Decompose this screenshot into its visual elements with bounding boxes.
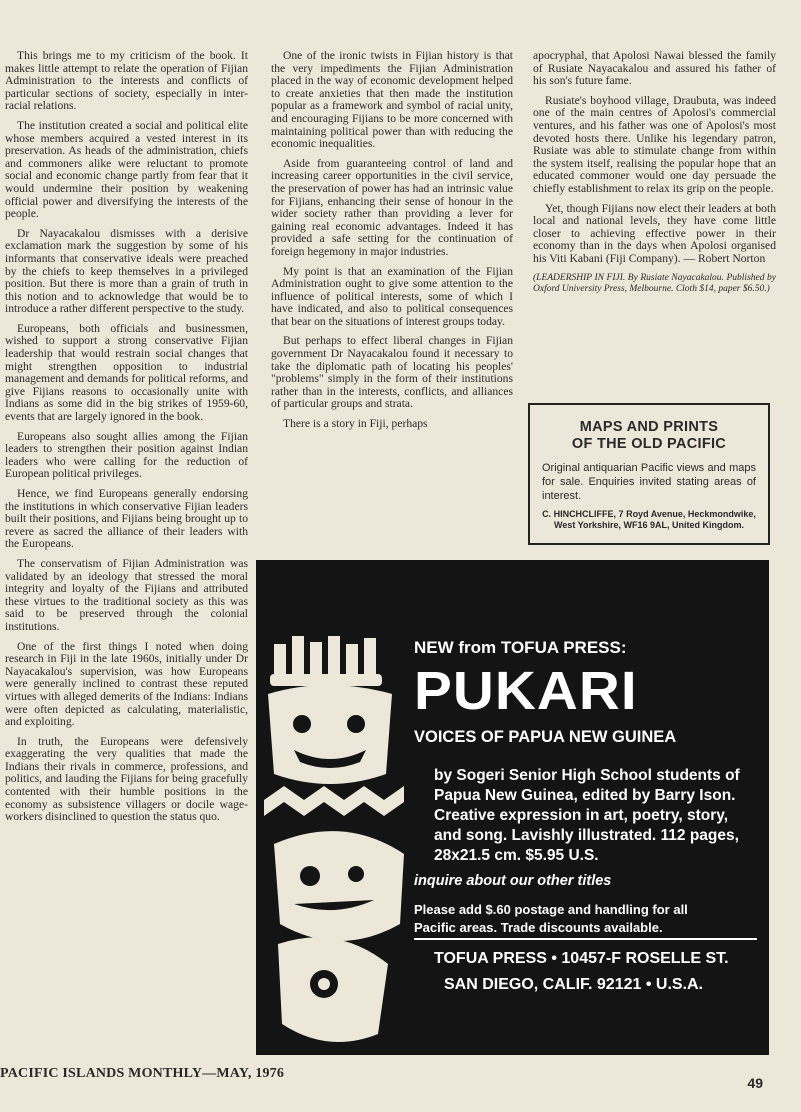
paragraph: This brings me to my criticism of the book. It makes little attempt to relate the operation of Fijian Administration to the interests and conflicts of particular sections of society, especially in inter-racial relations. [5, 49, 248, 113]
ad-heading: MAPS AND PRINTS [579, 419, 719, 435]
ad-postage-line: Pacific areas. Trade discounts available. [414, 920, 663, 935]
paragraph: In truth, the Europeans were defensively exaggerating the very qualities that made the Indians their rivals in commerce, professions, and politics, and lauding the Fijians for being gracefully contented with their humble positions in the economy as subsistence villagers or docile wage-workers disinclined to question the status quo. [5, 734, 248, 824]
ad-address-line: SAN DIEGO, CALIF. 92121 • U.S.A. [444, 976, 703, 993]
ad-subtitle: VOICES OF PAPUA NEW GUINEA [414, 728, 677, 746]
paragraph: Europeans also sought allies among the Fijian leaders to strengthen their position against Indian leaders who were calling for the reduction of European political privileges. [5, 429, 248, 481]
paragraph: But perhaps to effect liberal changes in Fijian government Dr Nayacakalou found it necessary to take the diplomatic path of locating his peoples' "problems" simply in the form of their institutions rather than in the interests, conflicts, and alliances of particular groups and strata. [271, 334, 513, 411]
ad-address [414, 946, 757, 998]
paragraph: One of the first things I noted when doing research in Fiji in the late 1960s, initially under Dr Nayacakalou's supervision, was how Europeans were generally inclined to contrast these reputed virtues with alleged demerits of the Indians: Indians were often depicted as calculating, materialistic, and exploiting. [5, 639, 248, 729]
article-column-1 [5, 50, 248, 831]
article-column-3 [533, 50, 776, 302]
ad-address-line: TOFUA PRESS • 10457-F ROSELLE ST. [434, 950, 729, 967]
paragraph: The conservatism of Fijian Administration was validated by an ideology that stressed the moral integrity and loyalty of the Fijians and attributed these virtues to the traditional society as this was said to be preserved through the colonial institutions. [5, 556, 248, 633]
paragraph: One of the ironic twists in Fijian history is that the very impediments the Fijian Administration placed in the way of economic development helped to create anxieties that then made the institution popular as a framework and symbol of racial unity, and encouraging Fijians to be more concerned with maintaining political power than with reducing the economic inequalities. [271, 49, 513, 151]
paragraph: My point is that an examination of the Fijian Administration ought to give some attention to the influence of political interests, some of which I have indicated, and also to political consequences that bear on the situations of interest groups today. [271, 264, 513, 328]
ad-body: Original antiquarian Pacific views and maps for sale. Enquiries invited stating areas of interest. [542, 462, 756, 502]
ad-title: PUKARI [414, 661, 638, 721]
publication-footer: PACIFIC ISLANDS MONTHLY—MAY, 1976 [0, 1066, 285, 1081]
ad-postage-note [414, 901, 757, 937]
paragraph: Rusiate's boyhood village, Draubuta, was indeed one of the main centres of Apolosi's commercial ventures, and his father was one of Apolosi's most devoted hosts there. Unlike his legendary patron, Rusiate was able to stimulate change from within the system itself, realising the popular hope that an educated commoner would one day persuade the chiefly establishment to relax its grip on the people. [533, 93, 776, 195]
ad-heading: OF THE OLD PACIFIC [571, 436, 727, 452]
ad-inquire-line: inquire about our other titles [414, 873, 612, 889]
article-column-2 [271, 50, 513, 438]
paragraph: Yet, though Fijians now elect their leaders at both local and national levels, they have come little closer to achieving effective power in their economy than in the days when Apolosi organised his Viti Kabani (Fiji Company). — Robert Norton [533, 201, 776, 265]
paragraph: Dr Nayacakalou dismisses with a derisive exclamation mark the suggestion by some of his informants that conservative ideals were preached by the chiefs to keep themselves in a privileged position. But there is more than a grain of truth in this notion and to acknowledge that would be to introduce a rather different perspective to the study. [5, 226, 248, 316]
maps-prints-ad [528, 403, 770, 545]
page-number: 49 [747, 1075, 763, 1091]
paragraph: Hence, we find Europeans generally endorsing the institutions in which conservative Fijian leaders built their positions, and Fijians being brought up to revere as sacred the alliance of their leaders with the Europeans. [5, 487, 248, 551]
book-credit: (LEADERSHIP IN FIJI. By Rusiate Nayacakalou. Published by Oxford University Press, Melbourne. Cloth $14, paper $6.50.) [533, 272, 776, 294]
ad-divider [414, 938, 757, 940]
paragraph: Europeans, both officials and businessmen, wished to support a strong conservative Fijian leadership that would restrain social changes that might strengthen opposition to industrial management and demands for political reforms, and give Fijians reasons to occasionally unite with Indians as some did in the big strikes of 1959-60, events that are largely ignored in the book. [5, 321, 248, 424]
ad-address: C. HINCHCLIFFE, 7 Royd Avenue, Heckmondwike, West Yorkshire, WF16 9AL, United Kingdom. [542, 509, 756, 530]
ad-postage-line: Please add $.60 postage and handling for all [414, 902, 688, 917]
paragraph: The institution created a social and political elite whose members acquired a vested interest in its preservation. As heads of the administration, chiefs and commoners alike were reluctant to promote social and economic change partly from fear that it would undermine their position by weakening official power and diversifying the interests of the people. [5, 118, 248, 221]
paragraph: Aside from guaranteeing control of land and increasing career opportunities in the civil service, the preservation of power has had an intrinsic value for Fijians, enhancing their sense of honour in the wider society rather than providing a lever for gaining real economic advantages. Indeed it has provided a safe setting for the continuation of foreign hegemony in major industries. [271, 156, 513, 258]
ad-kicker: NEW from TOFUA PRESS: [414, 638, 627, 657]
tofua-press-ad [256, 560, 769, 1055]
paragraph: There is a story in Fiji, perhaps [283, 417, 428, 431]
ad-description: by Sogeri Senior High School students of Papua New Guinea, edited by Barry Ison. Creative expression in art, poetry, story, and song. Lavishly illustrated. 112 pages, 28x21.5 cm. $5.95 U.S. [434, 767, 740, 864]
tribal-figure-illustration [264, 624, 412, 1044]
paragraph: apocryphal, that Apolosi Nawai blessed the family of Rusiate Nayacakalou and assured his father of his son's future fame. [533, 49, 776, 88]
